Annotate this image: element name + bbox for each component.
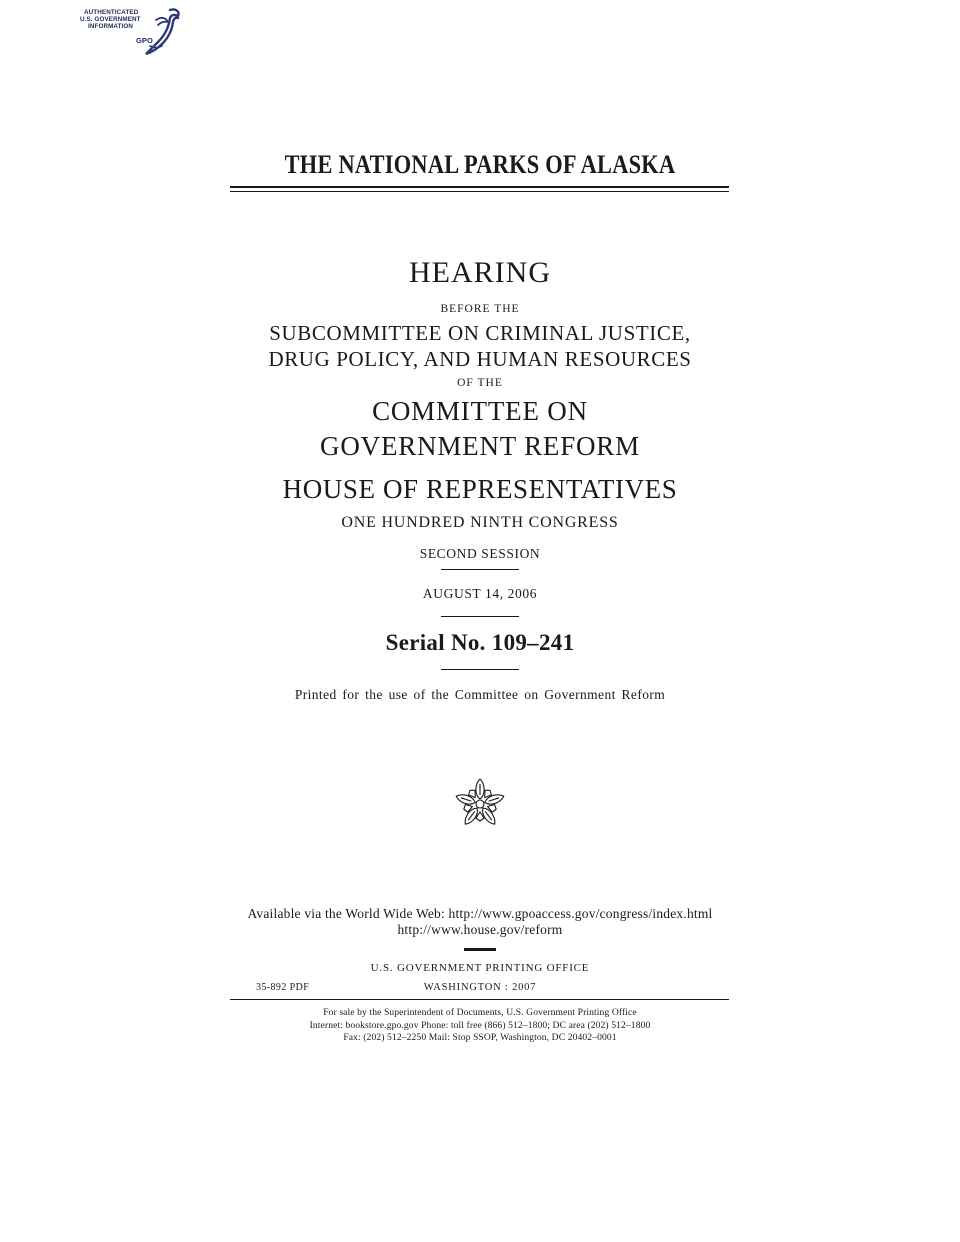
printing-place-year: WASHINGTON : 2007	[423, 982, 537, 993]
session-rule	[441, 569, 519, 570]
serial-number: Serial No. 109–241	[385, 630, 575, 655]
title-rule-upper	[230, 186, 729, 188]
footer-rule	[230, 999, 729, 1000]
sale-info-line-3: Fax: (202) 512–2250 Mail: Stop SSOP, Washington, DC 20402–0001	[343, 1032, 617, 1043]
serial-rule	[441, 669, 519, 670]
subcommittee-name-line-2: DRUG POLICY, AND HUMAN RESOURCES	[268, 347, 692, 371]
subcommittee-name-line-1: SUBCOMMITTEE ON CRIMINAL JUSTICE,	[269, 321, 691, 345]
seal-text-gpo: GPO	[136, 36, 153, 45]
title-rule-lower	[230, 191, 729, 192]
house-of-representatives: HOUSE OF REPRESENTATIVES	[282, 474, 678, 504]
seal-text-authenticated: AUTHENTICATED	[84, 9, 139, 16]
seal-text-government: U.S. GOVERNMENT	[80, 16, 141, 23]
stock-number: 35-892 PDF	[256, 982, 310, 993]
committee-name-line-2: GOVERNMENT REFORM	[320, 431, 640, 461]
seal-text-information: INFORMATION	[88, 23, 134, 30]
availability-rule	[464, 948, 496, 951]
sale-info-line-2: Internet: bookstore.gpo.gov Phone: toll free (866) 512–1800; DC area (202) 512–1800	[309, 1020, 651, 1031]
sale-info-line-1: For sale by the Superintendent of Documents, U.S. Government Printing Office	[323, 1007, 637, 1018]
availability-house-url: http://www.house.gov/reform	[397, 922, 563, 937]
of-the-label: OF THE	[457, 377, 503, 389]
gpo-flower-ornament-icon	[452, 776, 508, 832]
availability-web-line: Available via the World Wide Web: http://www.gpoaccess.gov/congress/index.html	[247, 906, 713, 921]
gpo-authentication-seal	[78, 6, 188, 58]
eagle-icon	[136, 6, 182, 58]
congress-number: ONE HUNDRED NINTH CONGRESS	[341, 514, 619, 531]
printed-for-note: Printed for the use of the Committee on Government Reform	[294, 687, 666, 702]
committee-name-line-1: COMMITTEE ON	[372, 396, 588, 426]
before-the-label: BEFORE THE	[440, 303, 520, 315]
date-rule	[441, 616, 519, 617]
document-title: THE NATIONAL PARKS OF ALASKA	[284, 150, 676, 179]
hearing-heading: HEARING	[409, 256, 551, 289]
session-label: SECOND SESSION	[419, 546, 541, 561]
hearing-date: AUGUST 14, 2006	[422, 586, 538, 601]
printing-office-label: U.S. GOVERNMENT PRINTING OFFICE	[370, 962, 590, 974]
